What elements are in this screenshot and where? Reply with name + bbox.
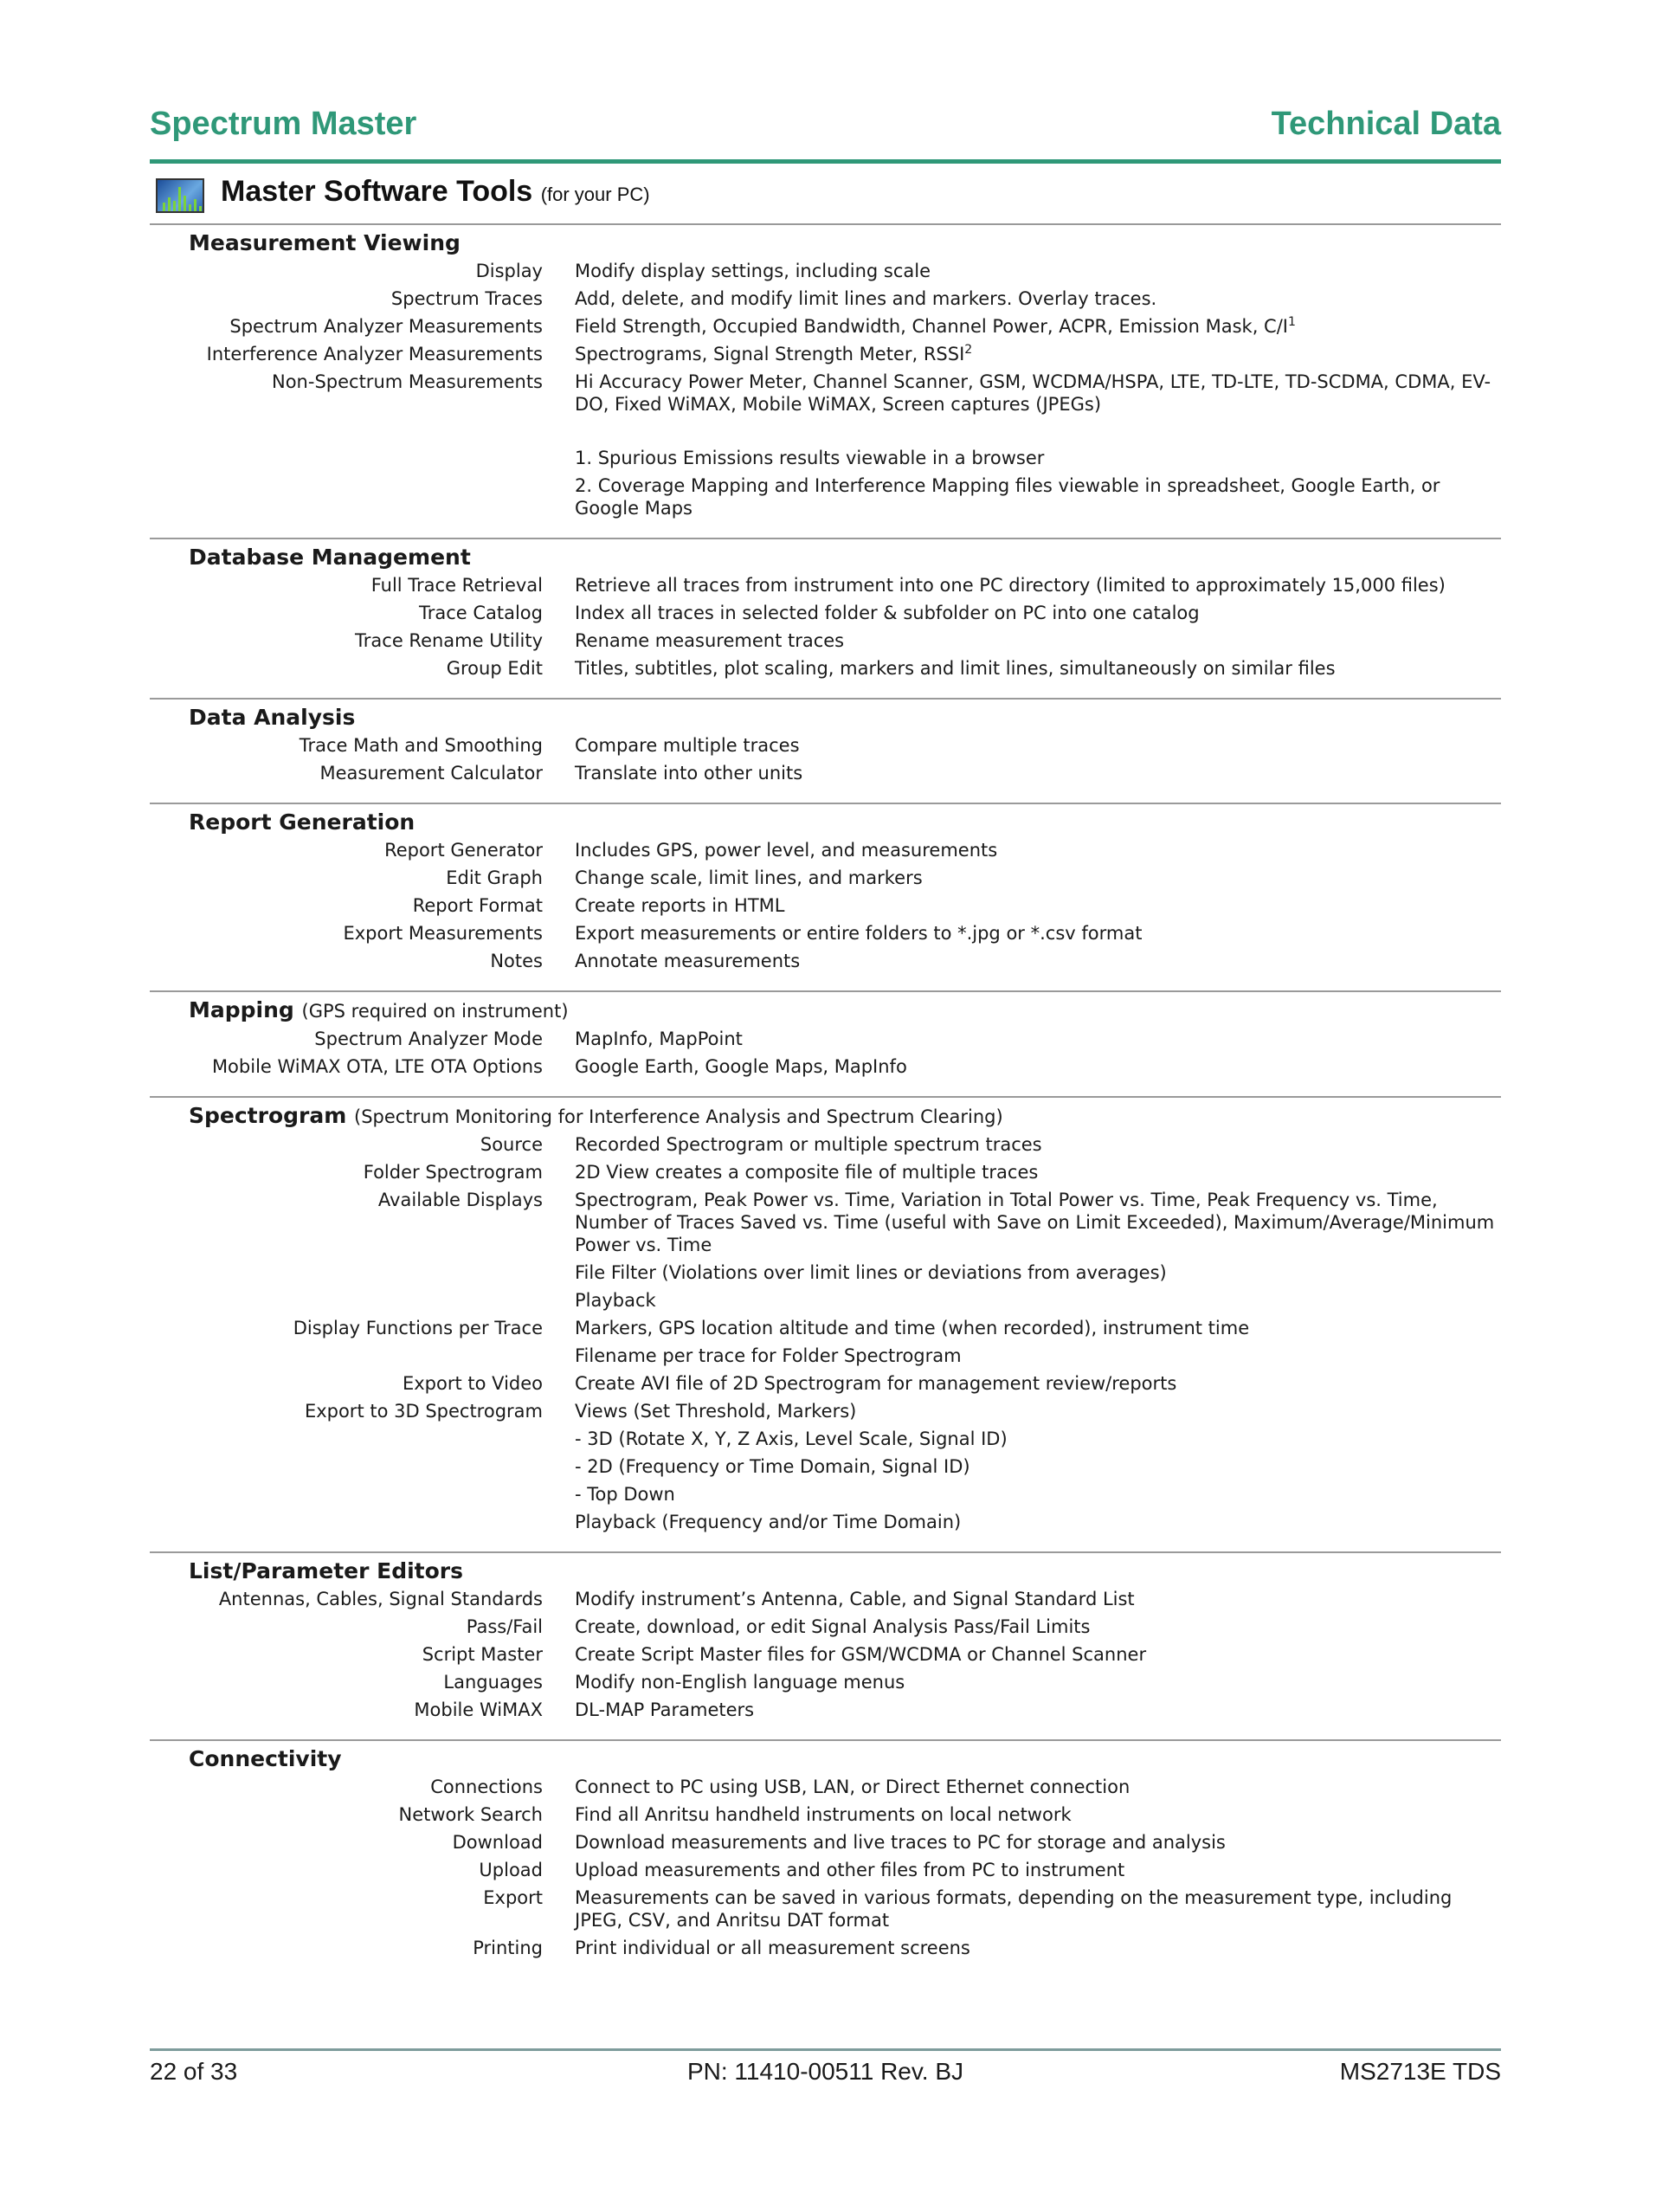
title-main: Master Software Tools — [221, 175, 533, 208]
row-description-text: Modify non-English language menus — [575, 1672, 905, 1693]
row-description-text: Markers, GPS location altitude and time (when recorded), instrument time — [575, 1318, 1250, 1338]
row-description-text: - 3D (Rotate X, Y, Z Axis, Level Scale, Signal ID) — [575, 1428, 1008, 1449]
section-heading — [189, 704, 1501, 732]
row-label — [150, 1483, 543, 1506]
table-row — [150, 1370, 1501, 1397]
row-label: Display — [475, 261, 543, 281]
table-row — [150, 836, 1501, 864]
row-description — [575, 1643, 1501, 1666]
row-label: Edit Graph — [446, 867, 543, 888]
page-title — [221, 175, 650, 209]
table-row — [150, 340, 1501, 368]
row-description — [575, 1400, 1501, 1422]
row-description-text: Hi Accuracy Power Meter, Channel Scanner, GSM, WCDMA/HSPA, LTE, TD-LTE, TD-SCDMA, CDMA, EV-DO, Fixed WiMAX, Mobile WiMAX, Screen captures (JPEGs) — [575, 371, 1491, 415]
row-description — [575, 1699, 1501, 1721]
row-description-text: DL-MAP Parameters — [575, 1699, 755, 1720]
row-label: Network Search — [398, 1804, 543, 1825]
row-description — [575, 1803, 1501, 1826]
row-description — [575, 657, 1501, 680]
section-heading — [189, 809, 1501, 836]
title-bar — [150, 173, 1501, 225]
row-description-text: - 2D (Frequency or Time Domain, Signal ID) — [575, 1456, 970, 1477]
row-description-text: Measurements can be saved in various formats, depending on the measurement type, including JPEG, CSV, and Anritsu DAT format — [575, 1887, 1453, 1931]
row-description-text: Download measurements and live traces to PC for storage and analysis — [575, 1832, 1226, 1853]
document-id: MS2713E TDS — [1339, 2058, 1501, 2085]
table-row — [150, 1053, 1501, 1080]
row-description-text: Export measurements or entire folders to *.jpg or *.csv format — [575, 923, 1143, 944]
row-label: Display Functions per Trace — [293, 1318, 543, 1338]
page-footer — [150, 2048, 1501, 2085]
section — [150, 990, 1501, 1096]
row-description — [575, 1428, 1501, 1450]
footnote-text: 2. Coverage Mapping and Interference Mapping files viewable in spreadsheet, Google Earth, or Google Maps — [575, 475, 1440, 519]
row-description-text: Translate into other units — [575, 763, 803, 784]
table-row — [150, 1934, 1501, 1962]
section-heading-text: Connectivity — [189, 1746, 342, 1771]
row-description-text: Index all traces in selected folder & subfolder on PC into one catalog — [575, 603, 1200, 623]
table-row — [150, 759, 1501, 787]
row-label: Trace Catalog — [418, 603, 543, 623]
row-label: Spectrum Analyzer Measurements — [229, 316, 543, 337]
row-label: Printing — [473, 1938, 543, 1958]
page-number: 22 of 33 — [150, 2058, 238, 2085]
row-description — [575, 1028, 1501, 1050]
row-label: Download — [452, 1832, 543, 1853]
footnote — [150, 472, 1501, 522]
row-label: Full Trace Retrieval — [370, 575, 543, 596]
row-description — [575, 1133, 1501, 1156]
row-description — [575, 343, 1501, 365]
row-description — [575, 371, 1501, 416]
row-description-text: File Filter (Violations over limit lines or deviations from averages) — [575, 1262, 1167, 1283]
row-description — [575, 315, 1501, 338]
row-description-text: Print individual or all measurement screens — [575, 1938, 970, 1958]
row-label: Export to 3D Spectrogram — [304, 1401, 543, 1422]
section-heading-text: Report Generation — [189, 809, 416, 835]
table-row — [150, 1801, 1501, 1828]
spec-table — [150, 225, 1501, 1977]
row-description-text: Field Strength, Occupied Bandwidth, Channel Power, ACPR, Emission Mask, C/I — [575, 316, 1288, 337]
table-row — [150, 1668, 1501, 1696]
footnote — [150, 444, 1501, 472]
row-description — [575, 629, 1501, 652]
table-row — [150, 1425, 1501, 1453]
row-description — [575, 1189, 1501, 1256]
part-number: PN: 11410-00511 Rev. BJ — [686, 2058, 964, 2085]
row-label: Source — [480, 1134, 543, 1155]
section-subheading: (Spectrum Monitoring for Interference Analysis and Spectrum Clearing) — [354, 1106, 1003, 1127]
row-description-text: MapInfo, MapPoint — [575, 1029, 743, 1049]
row-description — [575, 922, 1501, 945]
section-heading — [189, 1557, 1501, 1585]
row-description — [575, 1615, 1501, 1638]
row-description — [575, 1345, 1501, 1367]
row-description — [575, 1055, 1501, 1078]
table-row — [150, 1342, 1501, 1370]
row-description — [575, 839, 1501, 861]
row-label — [150, 1428, 543, 1450]
section-heading — [189, 544, 1501, 571]
section — [150, 538, 1501, 698]
row-description — [575, 1859, 1501, 1881]
table-row — [150, 313, 1501, 340]
row-description-text: Includes GPS, power level, and measurements — [575, 840, 998, 861]
table-row — [150, 1828, 1501, 1856]
table-row — [150, 1884, 1501, 1934]
row-description — [575, 734, 1501, 757]
row-description-text: Views (Set Threshold, Markers) — [575, 1401, 857, 1422]
section-heading-text: Data Analysis — [189, 705, 356, 730]
row-label: Interference Analyzer Measurements — [206, 344, 543, 364]
row-label: Report Format — [412, 895, 543, 916]
table-row — [150, 1453, 1501, 1480]
row-label: Trace Rename Utility — [355, 630, 543, 651]
row-description — [575, 762, 1501, 784]
row-label: Export Measurements — [343, 923, 543, 944]
page-header — [150, 102, 1501, 164]
row-description — [575, 574, 1501, 597]
section — [150, 1096, 1501, 1551]
section-heading — [189, 229, 1501, 257]
row-description-text: Modify instrument’s Antenna, Cable, and Signal Standard List — [575, 1589, 1135, 1609]
row-description-text: Titles, subtitles, plot scaling, markers and limit lines, simultaneously on similar files — [575, 658, 1336, 679]
row-description — [575, 1511, 1501, 1533]
row-label: Notes — [490, 951, 543, 971]
row-description — [575, 1831, 1501, 1854]
row-description — [575, 1372, 1501, 1395]
table-row — [150, 1613, 1501, 1641]
section — [150, 803, 1501, 990]
row-label: Antennas, Cables, Signal Standards — [218, 1589, 543, 1609]
row-description-text: Playback — [575, 1290, 656, 1311]
footnote-ref: 2 — [964, 343, 973, 357]
row-description — [575, 1161, 1501, 1183]
table-row — [150, 1856, 1501, 1884]
table-row — [150, 947, 1501, 975]
row-description-text: Google Earth, Google Maps, MapInfo — [575, 1056, 907, 1077]
row-label: Non-Spectrum Measurements — [272, 371, 543, 392]
row-description — [575, 1937, 1501, 1959]
table-row — [150, 919, 1501, 947]
section-heading-text: Mapping — [189, 997, 294, 1022]
table-row — [150, 368, 1501, 418]
row-description-text: Retrieve all traces from instrument into one PC directory (limited to approximately 15,000 files) — [575, 575, 1446, 596]
row-label: Available Displays — [377, 1190, 543, 1210]
table-row — [150, 1696, 1501, 1724]
row-description — [575, 1289, 1501, 1312]
section-heading-text: Database Management — [189, 545, 471, 570]
row-description-text: Change scale, limit lines, and markers — [575, 867, 923, 888]
row-label: Export to Video — [402, 1373, 543, 1394]
section-heading — [189, 1745, 1501, 1773]
row-label: Trace Math and Smoothing — [299, 735, 543, 756]
row-description — [575, 602, 1501, 624]
row-label: Mobile WiMAX — [414, 1699, 543, 1720]
title-sub: (for your PC) — [540, 184, 650, 205]
table-row — [150, 864, 1501, 892]
product-title: Spectrum Master — [150, 106, 417, 142]
footnote-text: 1. Spurious Emissions results viewable in a browser — [575, 448, 1045, 468]
table-row — [150, 1773, 1501, 1801]
row-description — [575, 1261, 1501, 1284]
table-row — [150, 1158, 1501, 1186]
row-description — [575, 1455, 1501, 1478]
row-description-text: Compare multiple traces — [575, 735, 800, 756]
row-label — [150, 1289, 543, 1312]
footnote-label — [150, 474, 543, 519]
row-label: Export — [483, 1887, 543, 1908]
row-description-text: Upload measurements and other files from PC to instrument — [575, 1860, 1125, 1880]
row-description — [575, 1588, 1501, 1610]
table-row — [150, 732, 1501, 759]
table-row — [150, 1397, 1501, 1425]
row-label: Measurement Calculator — [319, 763, 543, 784]
row-description-text: Playback (Frequency and/or Time Domain) — [575, 1512, 962, 1532]
row-description — [575, 950, 1501, 972]
table-row — [150, 1480, 1501, 1508]
table-row — [150, 627, 1501, 655]
row-label: Upload — [479, 1860, 543, 1880]
section-heading — [189, 1102, 1501, 1131]
spacer — [150, 418, 1501, 444]
table-row — [150, 1641, 1501, 1668]
row-description-text: Filename per trace for Folder Spectrogram — [575, 1345, 962, 1366]
section-subheading: (GPS required on instrument) — [301, 1001, 569, 1022]
table-row — [150, 571, 1501, 599]
row-description — [575, 1671, 1501, 1693]
row-description-text: 2D View creates a composite file of multiple traces — [575, 1162, 1039, 1183]
row-description-text: Add, delete, and modify limit lines and markers. Overlay traces. — [575, 288, 1157, 309]
table-row — [150, 1025, 1501, 1053]
row-description-text: Annotate measurements — [575, 951, 801, 971]
table-row — [150, 1186, 1501, 1259]
row-description-text: Create Script Master files for GSM/WCDMA or Channel Scanner — [575, 1644, 1147, 1665]
table-row — [150, 1259, 1501, 1287]
table-row — [150, 599, 1501, 627]
row-label: Spectrum Traces — [390, 288, 543, 309]
table-row — [150, 285, 1501, 313]
section-heading-text: Spectrogram — [189, 1103, 347, 1128]
section-heading-text: List/Parameter Editors — [189, 1558, 464, 1583]
row-description — [575, 894, 1501, 917]
row-label: Script Master — [422, 1644, 543, 1665]
row-label: Group Edit — [446, 658, 543, 679]
section — [150, 1739, 1501, 1977]
row-description-text: Create reports in HTML — [575, 895, 785, 916]
row-description — [575, 287, 1501, 310]
spectrum-chart-icon — [156, 178, 204, 213]
row-label: Languages — [443, 1672, 543, 1693]
row-description-text: Rename measurement traces — [575, 630, 845, 651]
row-description-text: Recorded Spectrogram or multiple spectrum traces — [575, 1134, 1042, 1155]
section — [150, 1551, 1501, 1739]
section-title: Technical Data — [1271, 106, 1501, 142]
section — [150, 698, 1501, 803]
row-label — [150, 1511, 543, 1533]
row-description — [575, 1886, 1501, 1931]
row-label — [150, 1261, 543, 1284]
row-description — [575, 1483, 1501, 1506]
row-label: Spectrum Analyzer Mode — [314, 1029, 543, 1049]
row-label: Folder Spectrogram — [363, 1162, 543, 1183]
section-heading — [189, 996, 1501, 1025]
row-label: Mobile WiMAX OTA, LTE OTA Options — [211, 1056, 543, 1077]
row-label: Connections — [430, 1777, 543, 1797]
row-description-text: Spectrograms, Signal Strength Meter, RSSI — [575, 344, 965, 364]
table-row — [150, 1287, 1501, 1314]
row-description-text: - Top Down — [575, 1484, 675, 1505]
row-description-text: Find all Anritsu handheld instruments on local network — [575, 1804, 1072, 1825]
row-description-text: Connect to PC using USB, LAN, or Direct Ethernet connection — [575, 1777, 1131, 1797]
footnote-ref: 1 — [1287, 315, 1296, 329]
row-label — [150, 1345, 543, 1367]
table-row — [150, 1508, 1501, 1536]
row-label: Report Generator — [384, 840, 543, 861]
table-row — [150, 1314, 1501, 1342]
table-row — [150, 655, 1501, 682]
table-row — [150, 1585, 1501, 1613]
table-row — [150, 257, 1501, 285]
row-description-text: Modify display settings, including scale — [575, 261, 931, 281]
row-description — [575, 1776, 1501, 1798]
footnote-label — [150, 447, 543, 469]
row-label — [150, 1455, 543, 1478]
table-row — [150, 892, 1501, 919]
row-description-text: Create, download, or edit Signal Analysis Pass/Fail Limits — [575, 1616, 1091, 1637]
row-description-text: Create AVI file of 2D Spectrogram for management review/reports — [575, 1373, 1177, 1394]
row-description — [575, 260, 1501, 282]
section-heading-text: Measurement Viewing — [189, 230, 461, 255]
section — [150, 225, 1501, 538]
row-description — [575, 1317, 1501, 1339]
row-label: Pass/Fail — [466, 1616, 543, 1637]
row-description-text: Spectrogram, Peak Power vs. Time, Variation in Total Power vs. Time, Peak Frequency vs. Time, Number of Traces Saved vs. Time (useful with Save on Limit Exceeded), Maximum/Average/Minimum Power vs. Time — [575, 1190, 1495, 1255]
table-row — [150, 1131, 1501, 1158]
row-description — [575, 867, 1501, 889]
